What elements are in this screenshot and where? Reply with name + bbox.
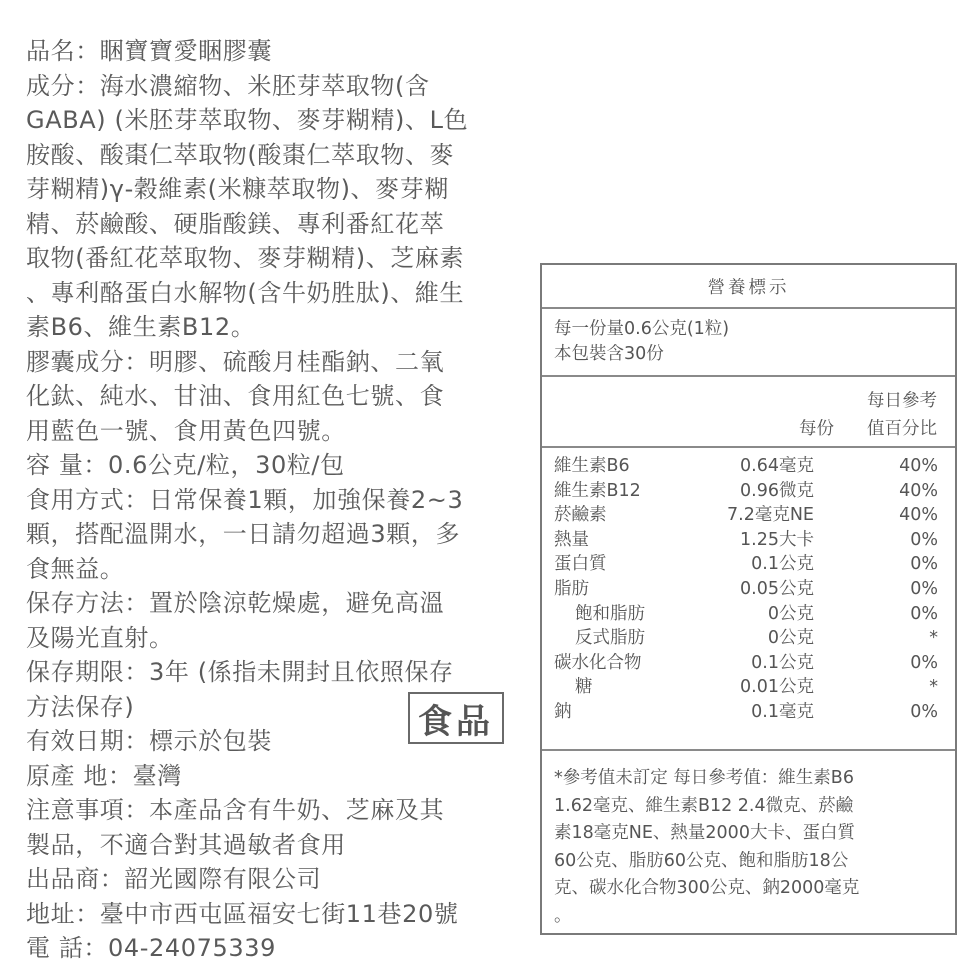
usage-line: 食用方式：日常保養1顆，加強保養2~3	[26, 485, 464, 514]
nutrient-dv: 0%	[910, 529, 938, 550]
caution-line: 製品，不適合對其過敏者食用	[26, 830, 346, 859]
manufacturer-line: 出品商：韶光國際有限公司	[26, 865, 322, 893]
usage-line: 顆，搭配溫開水，一日請勿超過3顆，多	[26, 520, 461, 548]
capsule-ingredients-line: 用藍色一號、食用黃色四號。	[26, 416, 346, 445]
storage-line: 及陽光直射。	[26, 623, 174, 652]
nutrient-name: 維生素B6	[554, 456, 630, 476]
nutrient-amount: 0.1公克	[751, 554, 814, 575]
footnote-line: 60公克、脂肪60公克、飽和脂肪18公	[554, 850, 849, 871]
nutrient-dv: 0%	[910, 603, 938, 624]
footnote-line: 1.62毫克、維生素B12 2.4微克、菸鹼	[554, 795, 854, 816]
nutrient-row	[542, 577, 955, 602]
shelf-life-line: 保存期限：3年 (係指未開封且依照保存	[26, 658, 454, 686]
nutrient-amount: 0.05公克	[740, 578, 814, 599]
capacity-line: 容 量：0.6公克/粒，30粒/包	[26, 451, 345, 479]
nutrient-name: 飽和脂肪	[575, 603, 645, 624]
per-serving-header: 每份	[799, 419, 834, 439]
usage-line: 食無益。	[26, 554, 125, 583]
daily-value-header-line1: 每日參考	[867, 391, 937, 411]
column-headers	[542, 377, 955, 448]
nutrient-row	[542, 528, 955, 553]
serving-info	[542, 309, 955, 377]
nutrient-row	[542, 602, 955, 627]
storage-line: 保存方法：置於陰涼乾燥處，避免高溫	[26, 589, 445, 617]
nutrient-row	[542, 651, 955, 676]
ingredients-line: 精、菸鹼酸、硬脂酸鎂、專利番紅花萃	[26, 209, 445, 238]
footnote-line: 。	[554, 905, 572, 926]
nutrient-amount: 0公克	[767, 603, 814, 624]
nutrient-name: 鈉	[554, 701, 572, 722]
nutrient-amount: 0.96微克	[740, 480, 814, 501]
ingredients-line: 成分：海水濃縮物、米胚芽萃取物(含	[26, 71, 430, 100]
nutrient-dv: *	[929, 628, 938, 649]
nutrient-name: 碳水化合物	[554, 652, 642, 673]
nutrient-dv: 0%	[910, 554, 938, 575]
ingredients-line: GABA) (米胚芽萃取物、麥芽糊精)、L色	[26, 106, 469, 134]
ingredients-line: 取物(番紅花萃取物、麥芽糊精)、芝麻素	[26, 244, 465, 272]
nutrient-row	[542, 479, 955, 504]
footnote-line: 素18毫克NE、熱量2000大卡、蛋白質	[554, 823, 855, 843]
food-badge: 食品	[408, 692, 504, 744]
nutrient-row	[542, 454, 955, 479]
nutrient-dv: 40%	[899, 480, 938, 501]
ingredients-line: 芽糊精)γ-穀維素(米糠萃取物)、麥芽糊	[26, 175, 449, 203]
ingredients-line: 胺酸、酸棗仁萃取物(酸棗仁萃取物、麥	[26, 140, 455, 169]
nutrient-amount: 7.2毫克NE	[727, 505, 814, 526]
nutrient-dv: 0%	[910, 652, 938, 673]
expiry-line: 有效日期：標示於包裝	[26, 727, 272, 755]
nutrient-dv: *	[929, 677, 938, 698]
serving-size: 每一份量0.6公克(1粒)	[554, 319, 730, 339]
nutrient-name: 熱量	[554, 529, 589, 550]
nutrient-amount: 0.64毫克	[740, 456, 814, 476]
nutrient-row	[542, 552, 955, 577]
nutrition-title: 營養標示	[542, 265, 955, 309]
nutrient-rows	[542, 448, 955, 751]
product-info-text	[26, 34, 526, 966]
ingredients-line: 、專利酪蛋白水解物(含牛奶胜肽)、維生	[26, 278, 465, 307]
ingredients-line: 素B6、維生素B12。	[26, 313, 256, 341]
nutrient-name: 脂肪	[554, 578, 589, 599]
nutrient-amount: 0.1毫克	[751, 701, 814, 722]
capsule-ingredients-line: 膠囊成分：明膠、硫酸月桂酯鈉、二氧	[26, 347, 445, 376]
daily-value-header-line2: 值百分比	[867, 419, 937, 439]
nutrient-amount: 0.01公克	[740, 677, 814, 698]
footnote-line: *參考值未訂定 每日參考值：維生素B6	[554, 768, 854, 788]
address-line: 地址：臺中市西屯區福安七街11巷20號	[26, 899, 459, 928]
nutrient-name: 糖	[575, 677, 593, 698]
nutrient-row	[542, 626, 955, 651]
nutrient-name: 反式脂肪	[575, 628, 645, 649]
nutrient-name: 維生素B12	[554, 480, 641, 501]
nutrient-amount: 0.1公克	[751, 652, 814, 673]
servings-per-pack: 本包裝含30份	[554, 344, 664, 364]
nutrient-amount: 1.25大卡	[740, 529, 814, 550]
nutrient-amount: 0公克	[767, 628, 814, 649]
capsule-ingredients-line: 化鈦、純水、甘油、食用紅色七號、食	[26, 382, 445, 410]
caution-line: 注意事項：本產品含有牛奶、芝麻及其	[26, 796, 445, 824]
nutrition-facts-table	[540, 263, 957, 935]
nutrition-footnote	[542, 751, 955, 944]
shelf-life-line: 方法保存)	[26, 692, 135, 721]
nutrient-dv: 40%	[899, 505, 938, 526]
nutrient-dv: 0%	[910, 701, 938, 722]
nutrient-row	[542, 675, 955, 700]
nutrient-row	[542, 503, 955, 528]
footnote-line: 克、碳水化合物300公克、鈉2000毫克	[554, 878, 860, 898]
nutrient-dv: 40%	[899, 456, 938, 476]
nutrient-dv: 0%	[910, 578, 938, 599]
product-name-line: 品名：睏寶寶愛睏膠囊	[26, 37, 272, 65]
nutrient-row	[542, 700, 955, 725]
nutrient-name: 蛋白質	[554, 554, 607, 575]
origin-line: 原產 地：臺灣	[26, 761, 182, 790]
phone-line: 電 話：04-24075339	[26, 934, 276, 962]
nutrient-name: 菸鹼素	[554, 505, 607, 526]
daily-value-header	[867, 387, 937, 443]
